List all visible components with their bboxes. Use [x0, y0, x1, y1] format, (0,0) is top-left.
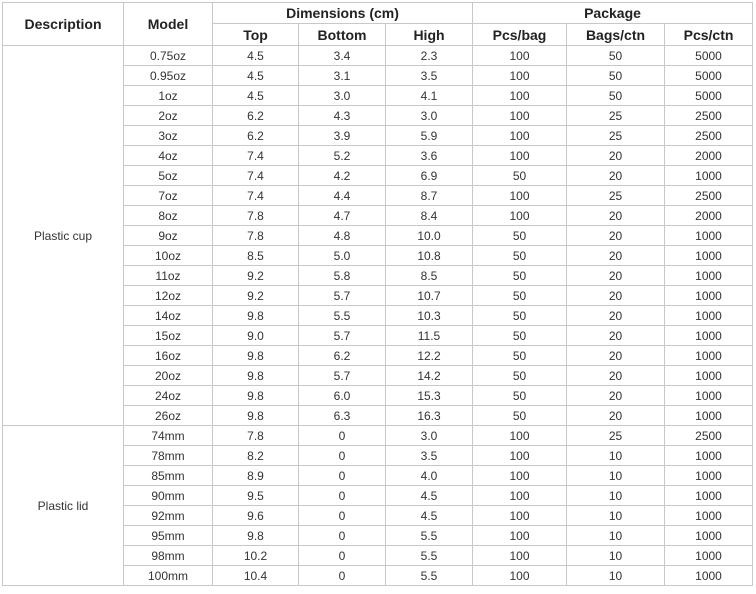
cell-top: 10.4 — [213, 566, 299, 586]
cell-pcs-ctn: 1000 — [665, 266, 753, 286]
header-dimensions: Dimensions (cm) — [213, 3, 473, 24]
cell-model: 0.75oz — [124, 46, 213, 66]
cell-top: 7.8 — [213, 226, 299, 246]
cell-pcs-ctn: 1000 — [665, 406, 753, 426]
cell-pcs-bag: 50 — [473, 246, 567, 266]
cell-high: 6.9 — [386, 166, 473, 186]
cell-bottom: 3.4 — [299, 46, 386, 66]
cell-pcs-ctn: 1000 — [665, 286, 753, 306]
cell-top: 7.4 — [213, 146, 299, 166]
cell-top: 9.8 — [213, 366, 299, 386]
cell-top: 9.8 — [213, 526, 299, 546]
cell-bags-ctn: 20 — [567, 166, 665, 186]
cell-bottom: 5.5 — [299, 306, 386, 326]
cell-high: 5.5 — [386, 566, 473, 586]
cell-pcs-ctn: 1000 — [665, 546, 753, 566]
header-model: Model — [124, 3, 213, 46]
cell-pcs-ctn: 1000 — [665, 246, 753, 266]
cell-model: 1oz — [124, 86, 213, 106]
cell-pcs-ctn: 1000 — [665, 386, 753, 406]
cell-bags-ctn: 20 — [567, 146, 665, 166]
cell-top: 6.2 — [213, 126, 299, 146]
cell-high: 3.5 — [386, 66, 473, 86]
cell-pcs-bag: 100 — [473, 466, 567, 486]
cell-pcs-ctn: 2500 — [665, 426, 753, 446]
cell-bags-ctn: 10 — [567, 446, 665, 466]
cell-top: 7.8 — [213, 426, 299, 446]
cell-top: 9.8 — [213, 306, 299, 326]
cell-pcs-ctn: 2000 — [665, 206, 753, 226]
cell-top: 6.2 — [213, 106, 299, 126]
cell-high: 15.3 — [386, 386, 473, 406]
cell-pcs-bag: 100 — [473, 546, 567, 566]
cell-pcs-bag: 100 — [473, 46, 567, 66]
cell-high: 3.6 — [386, 146, 473, 166]
cell-bottom: 0 — [299, 526, 386, 546]
cell-bags-ctn: 20 — [567, 226, 665, 246]
cell-bottom: 3.0 — [299, 86, 386, 106]
cell-top: 9.6 — [213, 506, 299, 526]
spec-table — [2, 2, 753, 586]
cell-top: 4.5 — [213, 86, 299, 106]
cell-model: 15oz — [124, 326, 213, 346]
cell-top: 4.5 — [213, 66, 299, 86]
cell-top: 7.4 — [213, 186, 299, 206]
cell-pcs-ctn: 2500 — [665, 106, 753, 126]
cell-bottom: 6.0 — [299, 386, 386, 406]
cell-bags-ctn: 20 — [567, 286, 665, 306]
cell-pcs-bag: 50 — [473, 326, 567, 346]
cell-model: 7oz — [124, 186, 213, 206]
cell-pcs-bag: 100 — [473, 146, 567, 166]
cell-top: 7.4 — [213, 166, 299, 186]
cell-bags-ctn: 20 — [567, 406, 665, 426]
cell-model: 95mm — [124, 526, 213, 546]
cell-model: 10oz — [124, 246, 213, 266]
cell-high: 2.3 — [386, 46, 473, 66]
cell-model: 3oz — [124, 126, 213, 146]
cell-top: 9.2 — [213, 266, 299, 286]
cell-high: 3.5 — [386, 446, 473, 466]
cell-bottom: 3.9 — [299, 126, 386, 146]
cell-pcs-bag: 100 — [473, 566, 567, 586]
cell-bottom: 4.7 — [299, 206, 386, 226]
cell-description: Plastic lid — [3, 426, 124, 586]
cell-bottom: 5.7 — [299, 286, 386, 306]
cell-pcs-bag: 100 — [473, 186, 567, 206]
cell-bags-ctn: 20 — [567, 266, 665, 286]
cell-bags-ctn: 10 — [567, 486, 665, 506]
cell-pcs-bag: 50 — [473, 406, 567, 426]
cell-bags-ctn: 10 — [567, 466, 665, 486]
cell-bottom: 6.3 — [299, 406, 386, 426]
cell-model: 90mm — [124, 486, 213, 506]
cell-high: 4.5 — [386, 506, 473, 526]
header-bottom: Bottom — [299, 24, 386, 46]
cell-model: 26oz — [124, 406, 213, 426]
cell-bags-ctn: 10 — [567, 546, 665, 566]
cell-pcs-bag: 100 — [473, 526, 567, 546]
cell-bags-ctn: 25 — [567, 186, 665, 206]
cell-pcs-ctn: 1000 — [665, 526, 753, 546]
cell-bags-ctn: 20 — [567, 366, 665, 386]
cell-bags-ctn: 20 — [567, 346, 665, 366]
cell-pcs-ctn: 1000 — [665, 566, 753, 586]
cell-pcs-bag: 100 — [473, 446, 567, 466]
cell-high: 16.3 — [386, 406, 473, 426]
cell-bottom: 5.2 — [299, 146, 386, 166]
cell-model: 100mm — [124, 566, 213, 586]
cell-pcs-ctn: 1000 — [665, 366, 753, 386]
cell-pcs-ctn: 1000 — [665, 326, 753, 346]
cell-pcs-ctn: 1000 — [665, 226, 753, 246]
cell-high: 10.7 — [386, 286, 473, 306]
cell-high: 3.0 — [386, 426, 473, 446]
cell-bottom: 0 — [299, 466, 386, 486]
cell-bottom: 5.0 — [299, 246, 386, 266]
cell-high: 11.5 — [386, 326, 473, 346]
cell-model: 92mm — [124, 506, 213, 526]
cell-high: 5.5 — [386, 526, 473, 546]
cell-pcs-ctn: 1000 — [665, 446, 753, 466]
cell-pcs-ctn: 1000 — [665, 166, 753, 186]
header-bags-ctn: Bags/ctn — [567, 24, 665, 46]
cell-pcs-ctn: 2500 — [665, 186, 753, 206]
cell-bottom: 0 — [299, 486, 386, 506]
cell-bags-ctn: 20 — [567, 246, 665, 266]
cell-model: 12oz — [124, 286, 213, 306]
cell-bags-ctn: 20 — [567, 386, 665, 406]
cell-bottom: 0 — [299, 566, 386, 586]
cell-model: 14oz — [124, 306, 213, 326]
cell-bags-ctn: 10 — [567, 566, 665, 586]
cell-top: 10.2 — [213, 546, 299, 566]
header-description: Description — [3, 3, 124, 46]
cell-top: 9.8 — [213, 346, 299, 366]
cell-high: 5.5 — [386, 546, 473, 566]
cell-pcs-bag: 50 — [473, 166, 567, 186]
cell-high: 14.2 — [386, 366, 473, 386]
header-package: Package — [473, 3, 753, 24]
cell-bottom: 0 — [299, 446, 386, 466]
table-body — [3, 46, 753, 586]
cell-high: 10.0 — [386, 226, 473, 246]
cell-pcs-bag: 100 — [473, 206, 567, 226]
cell-high: 12.2 — [386, 346, 473, 366]
cell-model: 24oz — [124, 386, 213, 406]
header-top: Top — [213, 24, 299, 46]
cell-model: 8oz — [124, 206, 213, 226]
cell-bottom: 4.4 — [299, 186, 386, 206]
cell-pcs-bag: 50 — [473, 286, 567, 306]
cell-high: 8.5 — [386, 266, 473, 286]
cell-model: 74mm — [124, 426, 213, 446]
cell-high: 4.5 — [386, 486, 473, 506]
cell-pcs-bag: 100 — [473, 426, 567, 446]
cell-bags-ctn: 25 — [567, 106, 665, 126]
cell-pcs-bag: 100 — [473, 126, 567, 146]
cell-bottom: 5.7 — [299, 366, 386, 386]
cell-bottom: 6.2 — [299, 346, 386, 366]
cell-pcs-ctn: 5000 — [665, 46, 753, 66]
cell-bags-ctn: 20 — [567, 306, 665, 326]
cell-bottom: 0 — [299, 546, 386, 566]
cell-pcs-bag: 50 — [473, 266, 567, 286]
cell-pcs-bag: 100 — [473, 106, 567, 126]
cell-bottom: 4.3 — [299, 106, 386, 126]
cell-bottom: 4.8 — [299, 226, 386, 246]
cell-bags-ctn: 25 — [567, 126, 665, 146]
cell-pcs-bag: 100 — [473, 66, 567, 86]
cell-top: 9.8 — [213, 406, 299, 426]
cell-high: 3.0 — [386, 106, 473, 126]
cell-pcs-ctn: 1000 — [665, 306, 753, 326]
cell-pcs-bag: 100 — [473, 86, 567, 106]
cell-bags-ctn: 10 — [567, 506, 665, 526]
cell-bags-ctn: 20 — [567, 326, 665, 346]
cell-bottom: 3.1 — [299, 66, 386, 86]
cell-bags-ctn: 10 — [567, 526, 665, 546]
cell-pcs-bag: 100 — [473, 486, 567, 506]
cell-model: 20oz — [124, 366, 213, 386]
cell-model: 85mm — [124, 466, 213, 486]
cell-high: 10.8 — [386, 246, 473, 266]
cell-pcs-ctn: 1000 — [665, 506, 753, 526]
cell-pcs-bag: 100 — [473, 506, 567, 526]
cell-top: 8.9 — [213, 466, 299, 486]
header-pcs-ctn: Pcs/ctn — [665, 24, 753, 46]
cell-pcs-ctn: 5000 — [665, 66, 753, 86]
cell-pcs-ctn: 1000 — [665, 346, 753, 366]
cell-bags-ctn: 50 — [567, 66, 665, 86]
cell-description: Plastic cup — [3, 46, 124, 426]
cell-pcs-bag: 50 — [473, 306, 567, 326]
cell-pcs-bag: 50 — [473, 386, 567, 406]
cell-model: 0.95oz — [124, 66, 213, 86]
cell-top: 7.8 — [213, 206, 299, 226]
cell-pcs-bag: 50 — [473, 226, 567, 246]
cell-pcs-ctn: 2500 — [665, 126, 753, 146]
cell-top: 4.5 — [213, 46, 299, 66]
cell-top: 9.2 — [213, 286, 299, 306]
cell-bottom: 0 — [299, 426, 386, 446]
cell-bottom: 5.8 — [299, 266, 386, 286]
table-row — [3, 426, 753, 446]
cell-model: 2oz — [124, 106, 213, 126]
cell-pcs-bag: 50 — [473, 346, 567, 366]
cell-high: 10.3 — [386, 306, 473, 326]
cell-model: 9oz — [124, 226, 213, 246]
cell-pcs-bag: 50 — [473, 366, 567, 386]
cell-model: 5oz — [124, 166, 213, 186]
cell-high: 5.9 — [386, 126, 473, 146]
cell-bags-ctn: 50 — [567, 86, 665, 106]
header-high: High — [386, 24, 473, 46]
cell-top: 8.5 — [213, 246, 299, 266]
cell-pcs-ctn: 1000 — [665, 486, 753, 506]
cell-bottom: 5.7 — [299, 326, 386, 346]
cell-high: 8.7 — [386, 186, 473, 206]
cell-bags-ctn: 50 — [567, 46, 665, 66]
cell-top: 8.2 — [213, 446, 299, 466]
cell-pcs-ctn: 5000 — [665, 86, 753, 106]
cell-top: 9.0 — [213, 326, 299, 346]
header-pcs-bag: Pcs/bag — [473, 24, 567, 46]
cell-high: 8.4 — [386, 206, 473, 226]
cell-top: 9.5 — [213, 486, 299, 506]
cell-model: 16oz — [124, 346, 213, 366]
cell-pcs-ctn: 2000 — [665, 146, 753, 166]
cell-top: 9.8 — [213, 386, 299, 406]
cell-model: 11oz — [124, 266, 213, 286]
cell-bottom: 0 — [299, 506, 386, 526]
cell-bottom: 4.2 — [299, 166, 386, 186]
cell-bags-ctn: 25 — [567, 426, 665, 446]
cell-high: 4.1 — [386, 86, 473, 106]
cell-model: 4oz — [124, 146, 213, 166]
cell-pcs-ctn: 1000 — [665, 466, 753, 486]
cell-model: 78mm — [124, 446, 213, 466]
cell-high: 4.0 — [386, 466, 473, 486]
cell-bags-ctn: 20 — [567, 206, 665, 226]
table-row — [3, 46, 753, 66]
cell-model: 98mm — [124, 546, 213, 566]
